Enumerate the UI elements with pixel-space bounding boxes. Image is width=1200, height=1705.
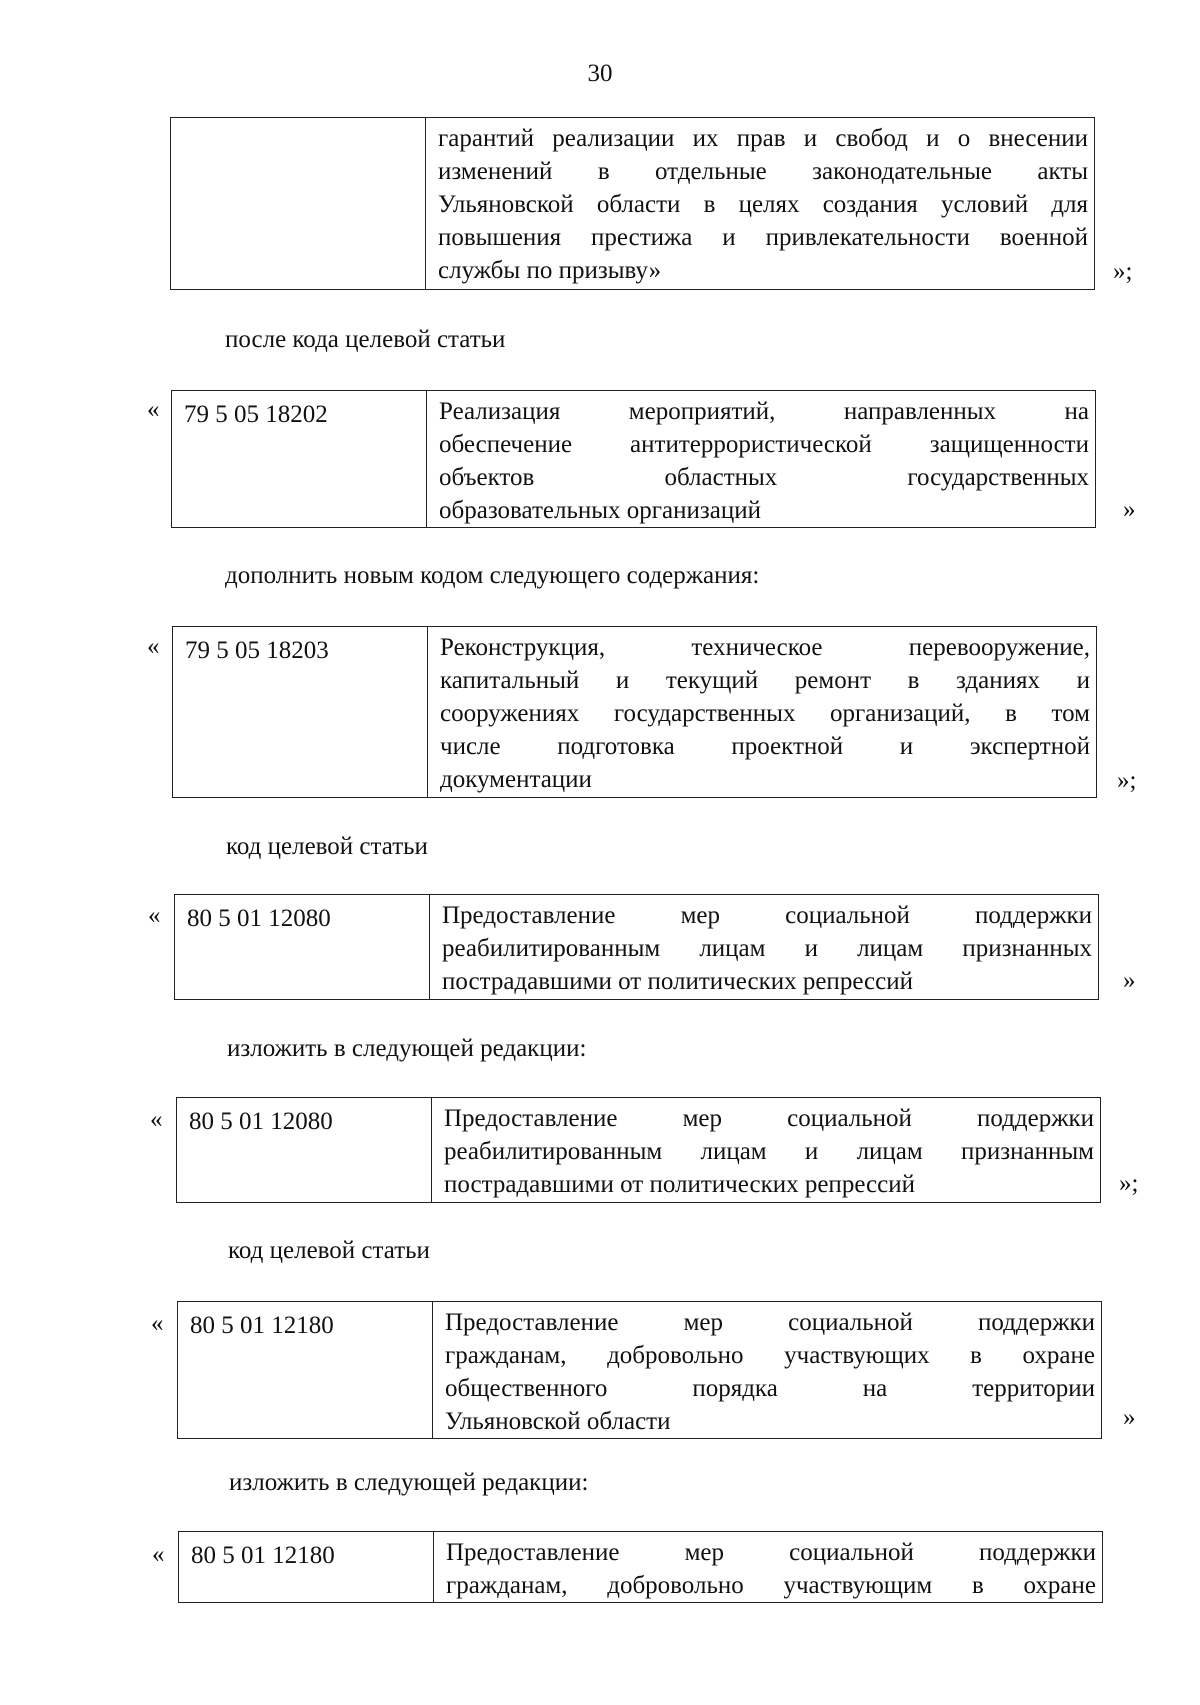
description-line: Предоставление мер социальной поддержки (445, 1309, 1095, 1336)
description-line: капитальный и текущий ремонт в зданиях и (440, 667, 1090, 694)
description-line: Ульяновской области в целях создания условий для (438, 191, 1088, 218)
description-cell (430, 895, 1098, 999)
description-cell (428, 627, 1096, 797)
description-line: гражданам, добровольно участвующих в охране (445, 1342, 1095, 1369)
description-line: числе подготовка проектной и экспертной (440, 733, 1090, 760)
table-row (172, 626, 1097, 798)
description-line: реабилитированным лицам и лицам признанным (444, 1138, 1094, 1165)
description-line: службы по призыву» (438, 257, 662, 284)
description-line: реабилитированным лицам и лицам признанных (442, 935, 1092, 962)
instruction-text: изложить в следующей редакции: (227, 1035, 587, 1062)
opening-quote: « (147, 396, 160, 423)
opening-quote: « (152, 1541, 165, 1568)
description-line: Ульяновской области (445, 1408, 671, 1435)
description-cell (433, 1302, 1101, 1438)
code-cell: 80 5 01 12080 (175, 895, 430, 999)
instruction-text: код целевой статьи (226, 833, 428, 860)
description-line: пострадавшими от политических репрессий (444, 1171, 915, 1198)
closing-quote: » (1123, 496, 1136, 523)
instruction-text: дополнить новым кодом следующего содержания: (225, 562, 760, 589)
code-cell: 79 5 05 18202 (172, 391, 427, 527)
instruction-text: после кода целевой статьи (225, 326, 506, 353)
description-line: повышения престижа и привлекательности военной (438, 224, 1088, 251)
description-line: Реализация мероприятий, направленных на (439, 398, 1089, 425)
description-cell (427, 391, 1095, 527)
description-line: пострадавшими от политических репрессий (442, 968, 913, 995)
description-line: гарантий реализации их прав и свобод и о внесении (438, 125, 1088, 152)
description-line: изменений в отдельные законодательные акты (438, 158, 1088, 185)
page-number: 30 (587, 60, 613, 87)
closing-quote: » (1123, 967, 1136, 994)
description-line: документации (440, 766, 592, 793)
description-cell (434, 1532, 1102, 1602)
description-line: Предоставление мер социальной поддержки (444, 1105, 1094, 1132)
table-row (177, 1301, 1102, 1439)
description-cell (426, 118, 1094, 289)
closing-quote: »; (1119, 1170, 1139, 1197)
opening-quote: « (147, 633, 160, 660)
description-line: объектов областных государственных (439, 464, 1089, 491)
instruction-text: код целевой статьи (228, 1237, 430, 1264)
description-line: гражданам, добровольно участвующим в охране (446, 1572, 1096, 1599)
description-line: образовательных организаций (439, 497, 762, 524)
code-cell: 80 5 01 12080 (177, 1098, 432, 1202)
description-line: Предоставление мер социальной поддержки (442, 902, 1092, 929)
instruction-text: изложить в следующей редакции: (229, 1469, 589, 1496)
code-cell: 80 5 01 12180 (178, 1302, 433, 1438)
description-cell (432, 1098, 1100, 1202)
closing-quote: » (1123, 1404, 1136, 1431)
closing-quote: »; (1113, 258, 1133, 285)
description-line: общественного порядка на территории (445, 1375, 1095, 1402)
description-line: Реконструкция, техническое перевооружение, (440, 634, 1090, 661)
code-cell (171, 118, 426, 289)
description-line: сооружениях государственных организаций, в том (440, 700, 1090, 727)
table-row-continuation (170, 117, 1095, 290)
table-row (174, 894, 1099, 1000)
description-line: Предоставление мер социальной поддержки (446, 1539, 1096, 1566)
description-line: обеспечение антитеррористической защищенности (439, 431, 1089, 458)
opening-quote: « (150, 1106, 163, 1133)
opening-quote: « (148, 902, 161, 929)
table-row (176, 1097, 1101, 1203)
table-row (178, 1531, 1103, 1603)
code-cell: 79 5 05 18203 (173, 627, 428, 797)
code-cell: 80 5 01 12180 (179, 1532, 434, 1602)
table-row (171, 390, 1096, 528)
opening-quote: « (151, 1310, 164, 1337)
closing-quote: »; (1117, 767, 1137, 794)
